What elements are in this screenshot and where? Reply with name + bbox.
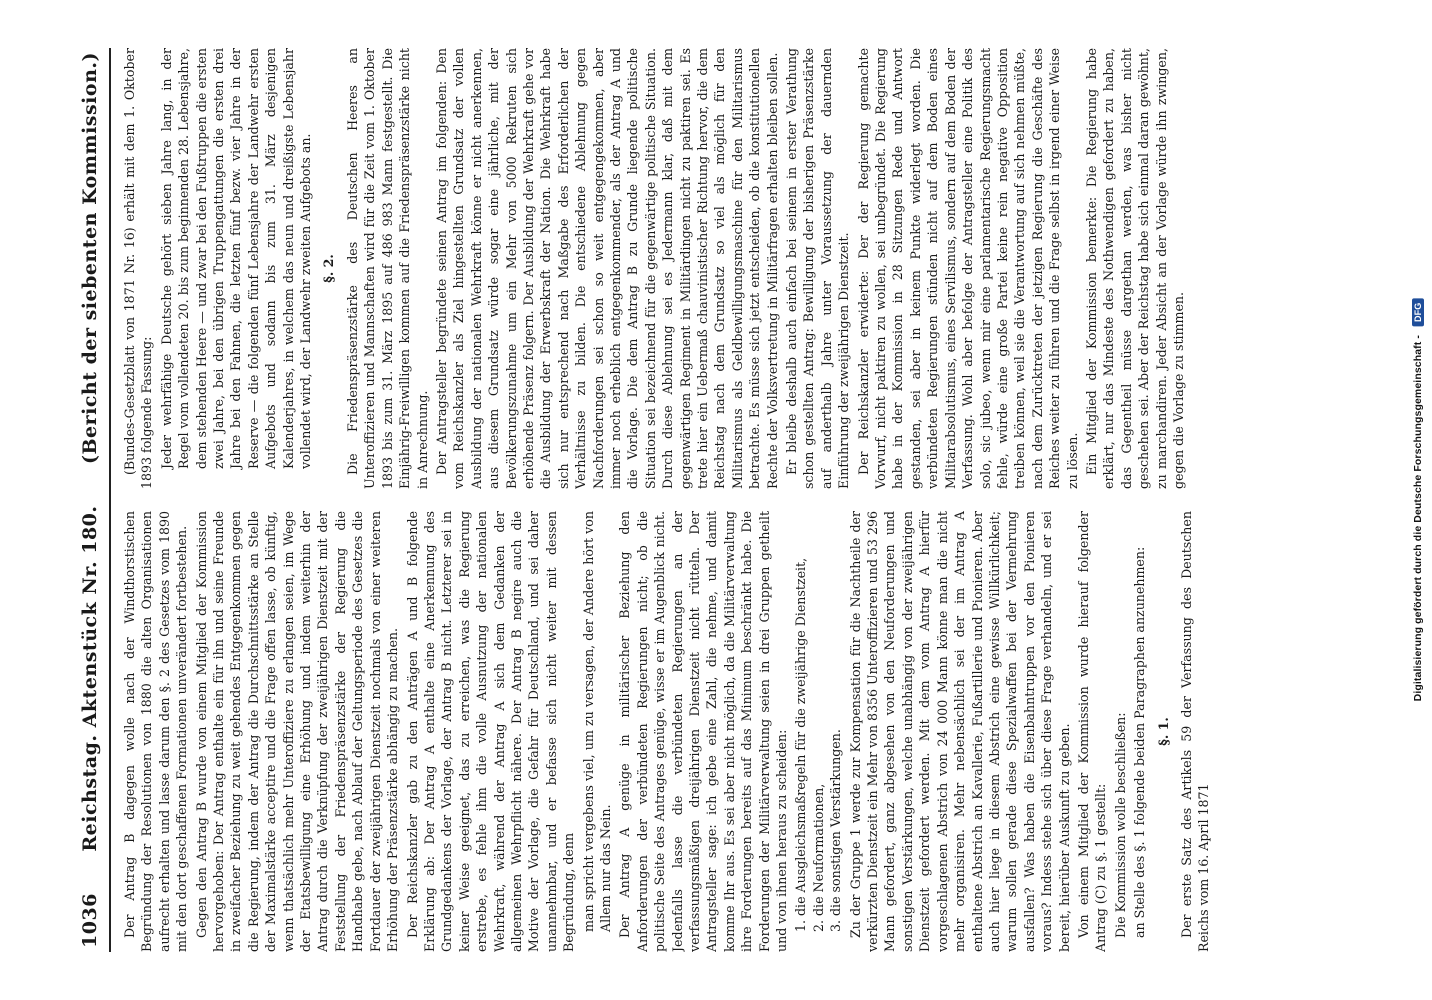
- digitization-credit: [1412, 299, 1424, 702]
- quoted-law-text: Jeder wehrfähige Deutsche gehört sieben Jahre lang, in der Regel vom vollendeten 20. bis zum beginnenden 28. Lebensjahre, dem stehenden Heere — und zwar bei den Fußtruppen die ersten zwei Jahre, bei den übrigen Truppengattungen die ersten drei Jahre bei den Fahnen, die letzten fünf bezw. vier Jahre in der Reserve — die folgenden fünf Lebensjahre der Landwehr ersten Aufgebots und sodann bis zum 31. März desjenigen Kalenderjahres, in welchem das neun und dreißigste Lebensjahr vollendet wird, der Landwehr zweiten Aufgebots an.: [158, 48, 314, 469]
- header-rule: [109, 48, 111, 952]
- paragraph: Gegen den Antrag B wurde von einem Mitglied der Kommission hervorgehoben: Der Antrag enthalte ein für ihn und seine Freunde in zweifacher Beziehung zu weit gehendes Entgegenkommen gegen die Regierung, indem der Antrag die Durchschnittsstärke an Stelle der Maximalstärke acceptire und die Frage offen lasse, ob künftig, wenn thatsächlich mehr Unteroffiziere zu erlangen seien, im Wege der Etatsbewilligung eine Erhöhung und indem weiterhin der Antrag durch die Verknüpfung der zweijährigen Dienstzeit mit der Feststellung der Friedenspräsenzstärke der Regierung die Handhabe gebe, nach Ablauf der Geltungsperiode des Gesetzes die Fortdauer der zweijährigen Dienstzeit nochmals von einer weiteren Erhöhung der Präsenzstärke abhängig zu machen.: [193, 511, 401, 952]
- paragraph: Der Reichskanzler erwiderte: Der der Regierung gemachte Vorwurf, nicht paktiren zu wollen, sei unbegründet. Die Regierung habe in der Kommission in 28 Sitzungen Rede und Antwort gestanden, sei aber in keinem Punkte widerlegt worden. Die verbündeten Regierungen stünden nicht auf dem Boden eines Militarabsolutismus, eines Servilismus, sondern auf dem Boden der Verfassung. Wohl aber befolge der Antragsteller eine Politik des solo, sic jubeo, wenn mir eine parlamentarische Regierungsmacht fehle, würde eine große Partei keine rein negative Opposition treiben können, weil sie die Verantwortung auf sich nehmen müßte, nach dem Zurücktreten der jetzigen Regierung die Geschäfte des Reiches weiter zu führen und die Frage selbst in irgend einer Weise zu lösen.: [855, 48, 1080, 489]
- paragraph: Der Antrag B dagegen wolle nach der Windthorstischen Begründung der Resolutionen von 1880 die alten Organisationen aufrecht erhalten und lasse darum den §. 2 des Gesetzes vom 1890 mit den dort geschaffenen Formationen unverändert fortbestehen.: [122, 511, 190, 952]
- paragraph: Der Antragsteller begründete seinen Antrag im folgenden: Den vom Reichskanzler als Ziel hingestellten Grundsatz der vollen Ausbildung der nationalen Wehrkraft könne er nicht anerkennen, aus diesem Grundsatz würde sogar eine jährliche, mit der Bevölkerungszunahme um ein Mehr von 5000 Rekruten sich erhöhende Präsenz folgern. Der Ausbildung der Wehrkraft gehe vor die Ausbildung der Erwerbskraft der Nation. Die Wehrkraft habe sich nur entsprechend nach Maßgabe des Erforderlichen der Verhältnisse zu bilden. Die entschiedene Ablehnung gegen Nachforderungen sei schon so weit entgegengekommen, aber immer noch erheblich entgegenkommender, als der Antrag A und die Vorlage. Die dem Antrag B zu Grunde liegende politische Situation sei bezeichnend für die gegenwärtige politische Situation. Durch diese Ablehnung sei es Jedermann klar, daß mit dem gegenwärtigen Regiment in Militärdingen nicht zu paktiren sei. Es trete hier ein Uebermaß chauvinistischer Richtung hervor, die dem Reichstag nach dem Grundsatz so viel als möglich für den Militarismus als Geldbewilligungsmaschine für den Militarismus betrachte. Es müsse sich jetzt entscheiden, ob die konstitutionellen Rechte der Volksvertretung in Militärfragen erhalten bleiben sollen.: [433, 48, 780, 489]
- list-item: 1. die Ausgleichsmaßregeln für die zweijährige Dienstzeit,: [792, 511, 809, 916]
- column-left: [121, 511, 1331, 952]
- left-running-title: Reichstag. Aktenstück Nr. 180.: [79, 505, 101, 852]
- paragraph: Zu der Gruppe 1 werde zur Kompensation für die Nachtheile der verkürzten Dienstzeit ein Mehr von 8356 Unteroffizieren und 53 296 Mann gefordert, ganz abgesehen von den Neuforderungen und sonstigen Verstärkungen, welche unabhängig von der zweijährigen Dienstzeit gefordert werden. Mit dem vom Antrag A hierfür vorgeschlagenen Abstrich von 24 000 Mann könne man die nicht mehr organisiren. Mehr nebensächlich sei der im Antrag A enthaltene Abstrich an Kavallerie, Fußartillerie und Pionieren. Aber auch hier liege in diesem Abstrich eine gewisse Willkürlichkeit; warum sollen gerade diese Spezialwaffen bei der Vermehrung ausfallen? Was haben die Eisenbahntruppen vor den Pionieren voraus? Indess stehe sich über diese Frage verhandeln, und er sei bereit, hierüber Auskunft zu geben.: [847, 511, 1072, 952]
- section-heading: §. 1.: [1155, 717, 1171, 746]
- paragraph: Er bleibe deshalb auch einfach bei seinem in erster Verathung schon gestellten Antrag: Bewilligung der bisherigen Präsenzstärke auf anderthalb Jahre unter Voraussetzung der dauernden Einführung der zweijährigen Dienstzeit.: [784, 48, 852, 489]
- page-number: 1036: [79, 893, 101, 948]
- right-running-title: (Bericht der siebenten Kommission.): [79, 52, 101, 465]
- paragraph: Von einem Mitglied der Kommission wurde hierauf folgender Antrag (C) zu §. 1 gestellt:: [1075, 511, 1109, 952]
- section-heading: §. 2.: [321, 254, 337, 283]
- text-columns: [121, 48, 1331, 952]
- paragraph: an Stelle des §. 1 folgende beiden Paragraphen anzunehmen:: [1132, 546, 1148, 938]
- paragraph: Ein Mitglied der Kommission bemerkte: Die Regierung habe erklärt, nur das Mindeste des Nothwendigen gefordert zu haben, das Gegentheil müsse dargethan werden, was bisher nicht geschehen sei. Aber der Reichstag habe sich einmal daran gewöhnt, zu marchandiren. Jeder Absicht an der Vorlage würde ihn zwingen, gegen die Vorlage zu stimmen.: [1083, 48, 1186, 489]
- rotated-document-page: [51, 20, 1381, 980]
- list-item: 3. die sonstigen Verstärkungen.: [827, 511, 844, 916]
- paragraph: Die Kommission wolle beschließen:: [1112, 712, 1128, 938]
- paragraph: Die Friedenspräsenzstärke des Deutschen Heeres an Unteroffizieren und Mannschaften wird für die Zeit vom 1. Oktober 1893 bis zum 31. März 1895 auf 486 983 Mann festgestellt. Die Einjährig-Freiwilligen kommen auf die Friedenspräsenzstärke nicht in Anrechnung.: [344, 48, 430, 489]
- paragraph: Der Antrag A genüge in militärischer Beziehung den Anforderungen der verbündeten Regierungen nicht; ob die politische Seite des Antrages genüge, wisse er im Augenblick nicht. Jedenfalls lasse die verbündeten Regierungen an der verfassungsmäßigen dreijährigen Dienstzeit nicht rütteln. Der Antragsteller sage: ich gebe eine Zahl, die nehme, und damit komme Ihr aus. Es sei aber nicht möglich, da die Militärverwaltung ihre Forderungen bereits auf das Minimum beschränkt habe. Die Forderungen der Militärverwaltung seien in drei Gruppen getheilt und von ihnen heraus zu scheiden:: [617, 511, 790, 952]
- quotation: man spricht vergebens viel, um zu versagen, der Andere hört von Allem nur das Nein.: [580, 511, 613, 932]
- dfg-logo: DFG: [1412, 299, 1424, 326]
- forderungen-list: [792, 511, 844, 952]
- list-item: 2. die Neuformationen,: [810, 511, 827, 916]
- column-right: [121, 48, 1331, 489]
- page-header: [79, 48, 107, 952]
- credit-text: Digitalisierung gefördert durch die Deutsche Forschungsgemeinschaft -: [1412, 335, 1424, 702]
- paragraph: Der erste Satz des Artikels 59 der Verfassung des Deutschen Reichs vom 16. April 1871: [1178, 511, 1212, 952]
- paragraph: (Bundes-Gesetzblatt von 1871 Nr. 16) erhält mit dem 1. Oktober 1893 folgende Fassung:: [122, 48, 155, 489]
- paragraph: Der Reichskanzler gab zu den Anträgen A und B folgende Erklärung ab: Der Antrag A enthalte eine Anerkennung des Grundgedankens der Vorlage, der Antrag B nicht. Letzterer sei in keiner Weise geeignet, das zu erreichen, was die Regierung erstrebe, es fehle ihm die volle Ausnutzung der nationalen Wehrkraft, während der Antrag A sich dem Gedanken der allgemeinen Wehrpflicht nähere. Der Antrag B negire auch die Motive der Vorlage, die Gefahr für Deutschland, und sei daher unannehmbar, und er befasse sich nicht weiter mit dessen Begründung, denn: [404, 511, 577, 952]
